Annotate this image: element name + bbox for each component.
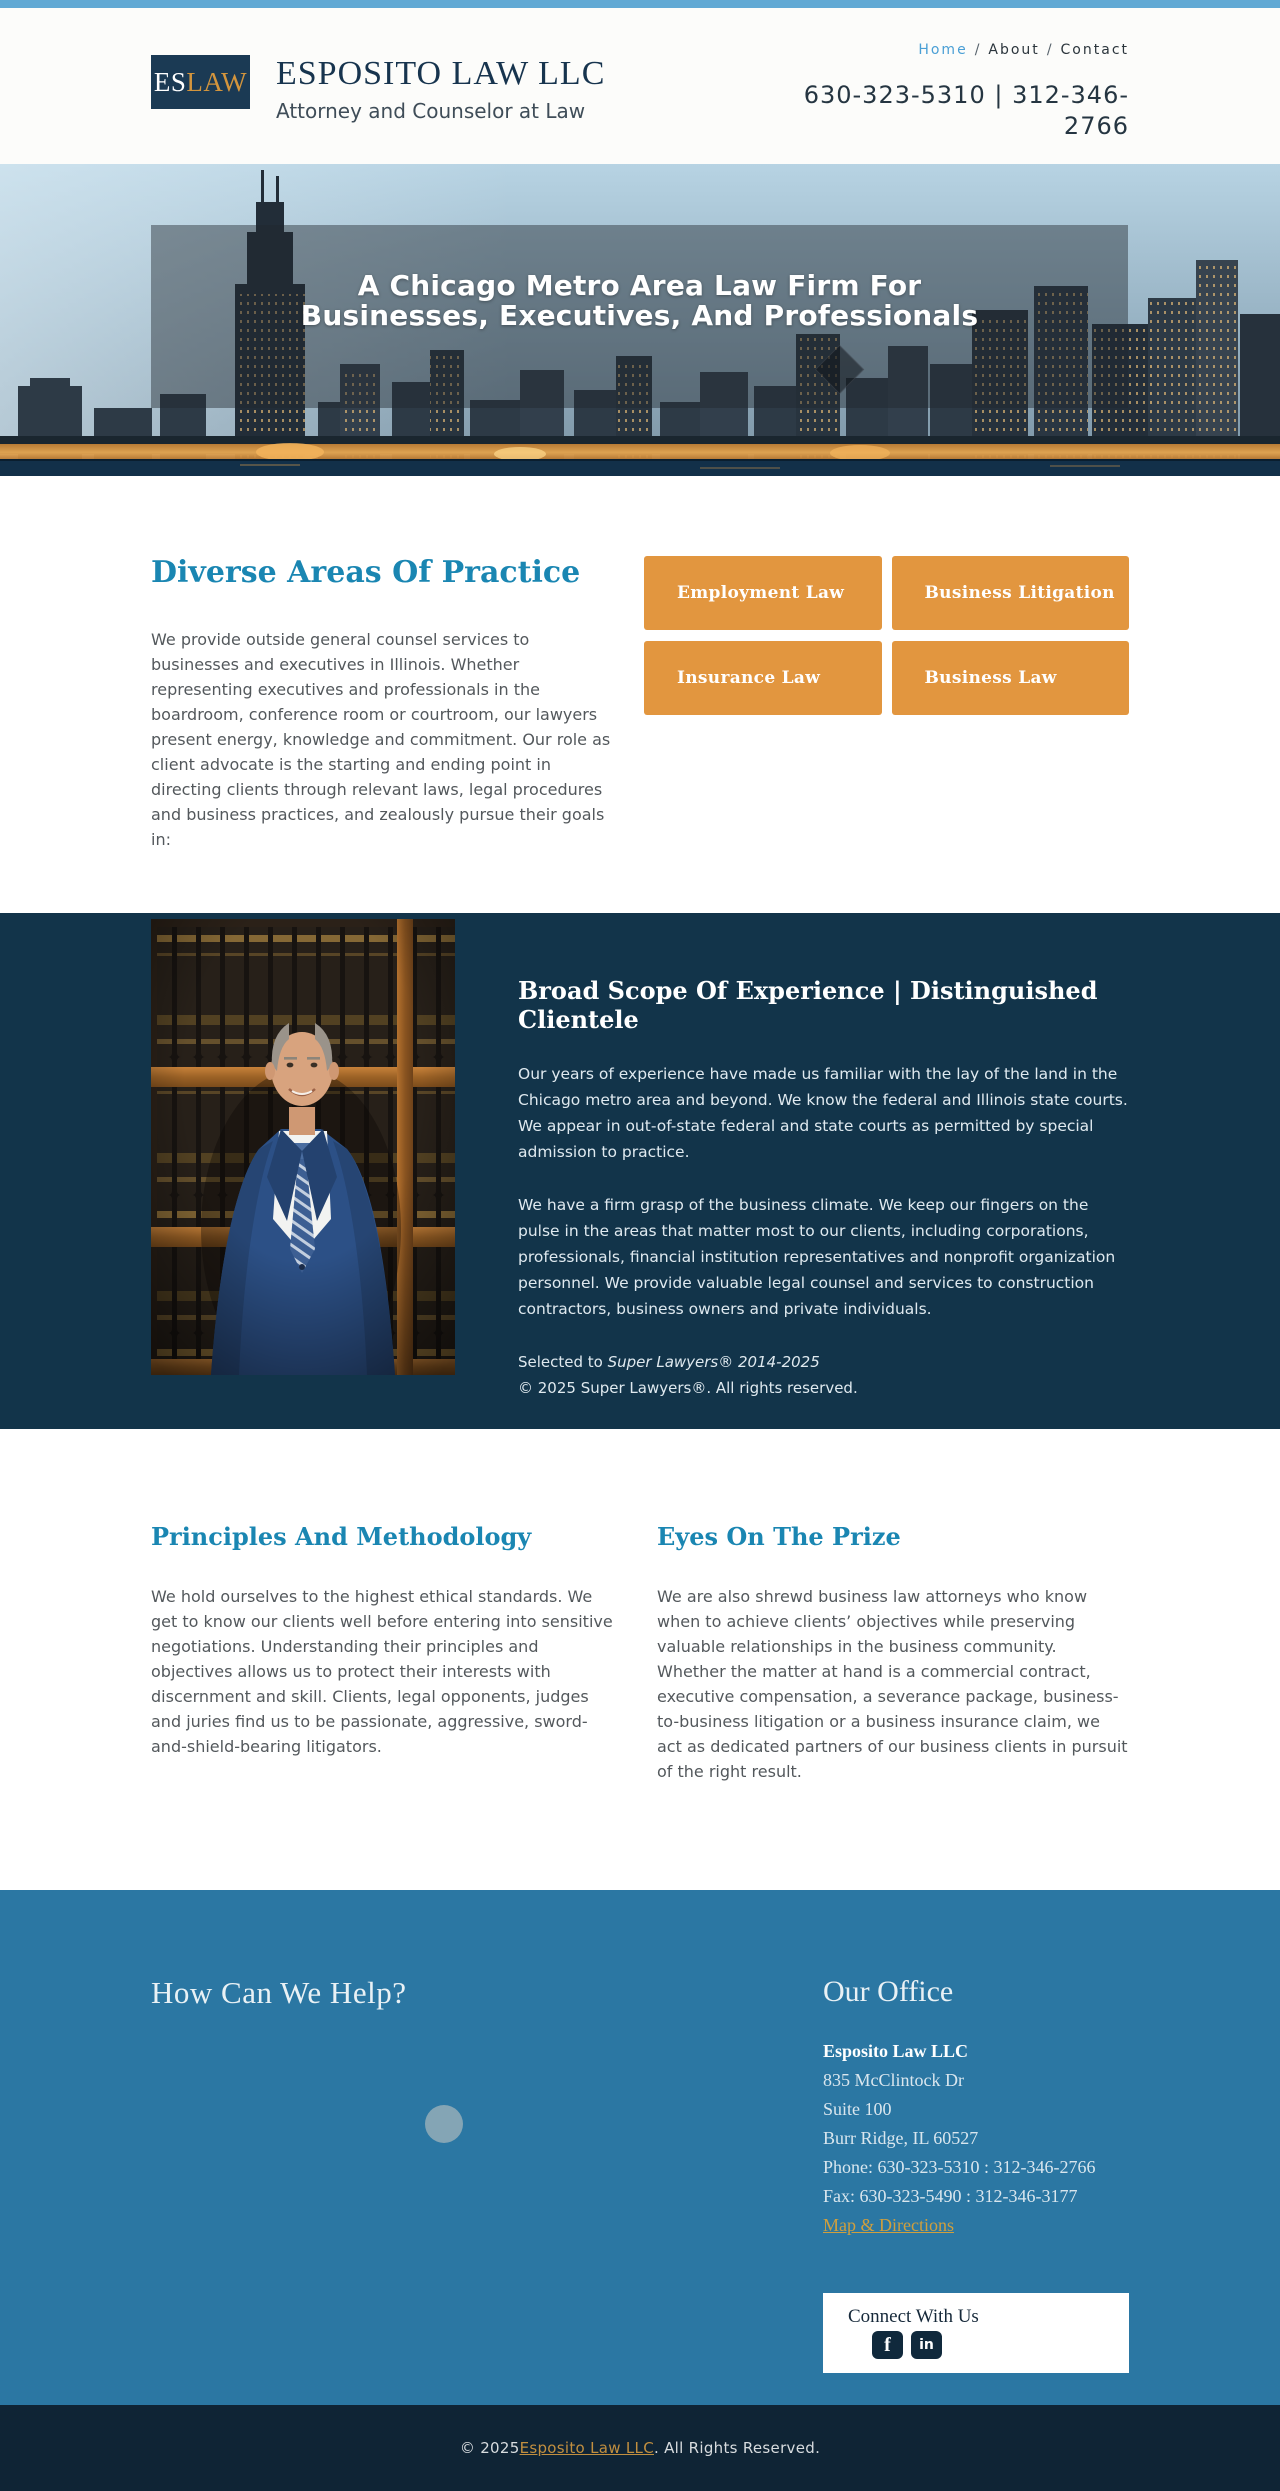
- practice-button-business-litigation[interactable]: Business Litigation: [892, 556, 1130, 630]
- phone-line-1: 630-323-5310 | 312-346-: [803, 81, 1129, 109]
- hero-banner: [0, 164, 1280, 476]
- practice-button-insurance-law[interactable]: Insurance Law: [644, 641, 882, 715]
- practice-button-grid: [644, 556, 1129, 715]
- eyes-on-prize-heading: Eyes On The Prize: [657, 1522, 901, 1551]
- principles-heading: Principles And Methodology: [151, 1522, 532, 1551]
- nav-separator: /: [1046, 42, 1054, 58]
- experience-section: [0, 913, 1280, 1429]
- top-accent-bar: [0, 0, 1280, 8]
- office-phone: Phone: 630-323-5310 : 312-346-2766: [823, 2157, 1096, 2177]
- slide-diamond-icon: [815, 345, 864, 394]
- main-nav: [918, 42, 1129, 58]
- firm-tagline: Attorney and Counselor at Law: [276, 99, 586, 124]
- nav-item-home[interactable]: Home: [918, 42, 968, 58]
- experience-heading: Broad Scope Of Experience | Distinguished Clientele: [518, 976, 1098, 1034]
- practice-heading: Diverse Areas Of Practice: [151, 555, 581, 590]
- copyright-bar: [0, 2405, 1280, 2491]
- hero-title-line1: A Chicago Metro Area Law Firm For: [357, 269, 922, 302]
- map-directions-link[interactable]: Map & Directions: [823, 2215, 954, 2235]
- experience-paragraph-2: We have a firm grasp of the business climate. We keep our fingers on the pulse in the areas that matter most to our clients, including corporations, professionals, financial institution representatives and nonprofit organization personnel. We provide valuable legal counsel and services to construction contractors, business owners and private individuals.: [518, 1195, 1116, 1318]
- nav-item-about[interactable]: About: [988, 42, 1040, 58]
- nav-separator: /: [974, 42, 982, 58]
- office-name: Esposito Law LLC: [823, 2041, 969, 2061]
- super-lawyers-italic: Super Lawyers® 2014-2025: [607, 1352, 820, 1371]
- header-phone-numbers: [789, 80, 1129, 142]
- experience-paragraph-1: Our years of experience have made us familiar with the lay of the land in the Chicago metro area and beyond. We know the federal and Illinois state courts. We appear in out-of-state federal and state courts as permitted by special admission to practice.: [518, 1064, 1128, 1161]
- copyright-prefix: © 2025: [459, 2439, 520, 2457]
- copyright-firm-link[interactable]: Esposito Law LLC: [519, 2439, 654, 2457]
- principles-section: [0, 1429, 1280, 1890]
- footer-section: [0, 1890, 1280, 2405]
- hero-title-line2: Businesses, Executives, And Professionals: [300, 299, 979, 332]
- phone-line-2: 2766: [1063, 112, 1129, 140]
- principles-paragraph: We hold ourselves to the highest ethical standards. We get to know our clients well before entering into sensitive negotiations. Understanding their principles and objectives allows us to protect their interests with discernment and skill. Clients, legal opponents, judges and juries find us to be passionate, aggressive, sword-and-shield-bearing litigators.: [151, 1586, 613, 1756]
- hero-overlay: [151, 225, 1128, 408]
- linkedin-glyph: in: [919, 2337, 934, 2353]
- office-address-line2: Suite 100: [823, 2099, 892, 2119]
- office-address-line3: Burr Ridge, IL 60527: [823, 2128, 979, 2148]
- eyes-on-prize-paragraph: We are also shrewd business law attorneys who know when to achieve clients’ objectives while preserving valuable relationships in the business community. Whether the matter at hand is a commercial contract, executive compensation, a severance package, business-to-business litigation or a business insurance claim, we act as dedicated partners of our business clients in pursuit of the right result.: [657, 1586, 1128, 1781]
- office-info: [823, 1975, 1129, 2240]
- logo-law-text: LAW: [186, 66, 248, 97]
- connect-heading: Connect With Us: [848, 2306, 979, 2327]
- linkedin-icon[interactable]: [911, 2331, 942, 2359]
- firm-name: ESPOSITO LAW LLC: [276, 55, 606, 92]
- office-heading: Our Office: [823, 1975, 954, 2008]
- attorney-portrait-image: [151, 919, 455, 1375]
- office-address-line1: 835 McClintock Dr: [823, 2070, 964, 2090]
- super-lawyers-line: [518, 1349, 1129, 1375]
- site-logo[interactable]: [151, 55, 605, 123]
- facebook-glyph: f: [884, 2334, 891, 2356]
- super-lawyers-copyright: © 2025 Super Lawyers®. All rights reserved.: [518, 1378, 858, 1397]
- nav-item-contact[interactable]: Contact: [1060, 42, 1129, 58]
- hero-title: [151, 271, 1128, 331]
- loading-spinner: [425, 2105, 463, 2143]
- site-header: [0, 8, 1280, 164]
- copyright-suffix: . All Rights Reserved.: [653, 2439, 821, 2457]
- super-lawyers-prefix: Selected to: [518, 1352, 608, 1371]
- practice-areas-section: [0, 476, 1280, 913]
- eslaw-logo-icon: [151, 55, 250, 109]
- attorney-photo: [151, 919, 455, 1375]
- practice-button-employment-law[interactable]: Employment Law: [644, 556, 882, 630]
- facebook-icon[interactable]: [872, 2331, 903, 2359]
- practice-paragraph: We provide outside general counsel services to businesses and executives in Illinois. Whether representing executives and professionals in the boardroom, conference room or courtroom, our lawyers present energy, knowledge and commitment. Our role as client advocate is the starting and ending point in directing clients through relevant laws, legal procedures and business practices, and zealously pursue their goals in:: [151, 630, 611, 849]
- logo-es-text: ES: [153, 66, 187, 97]
- connect-with-us-box: [823, 2293, 1129, 2373]
- practice-button-business-law[interactable]: Business Law: [892, 641, 1130, 715]
- contact-form-heading: How Can We Help?: [151, 1975, 407, 2010]
- office-fax: Fax: 630-323-5490 : 312-346-3177: [823, 2186, 1078, 2206]
